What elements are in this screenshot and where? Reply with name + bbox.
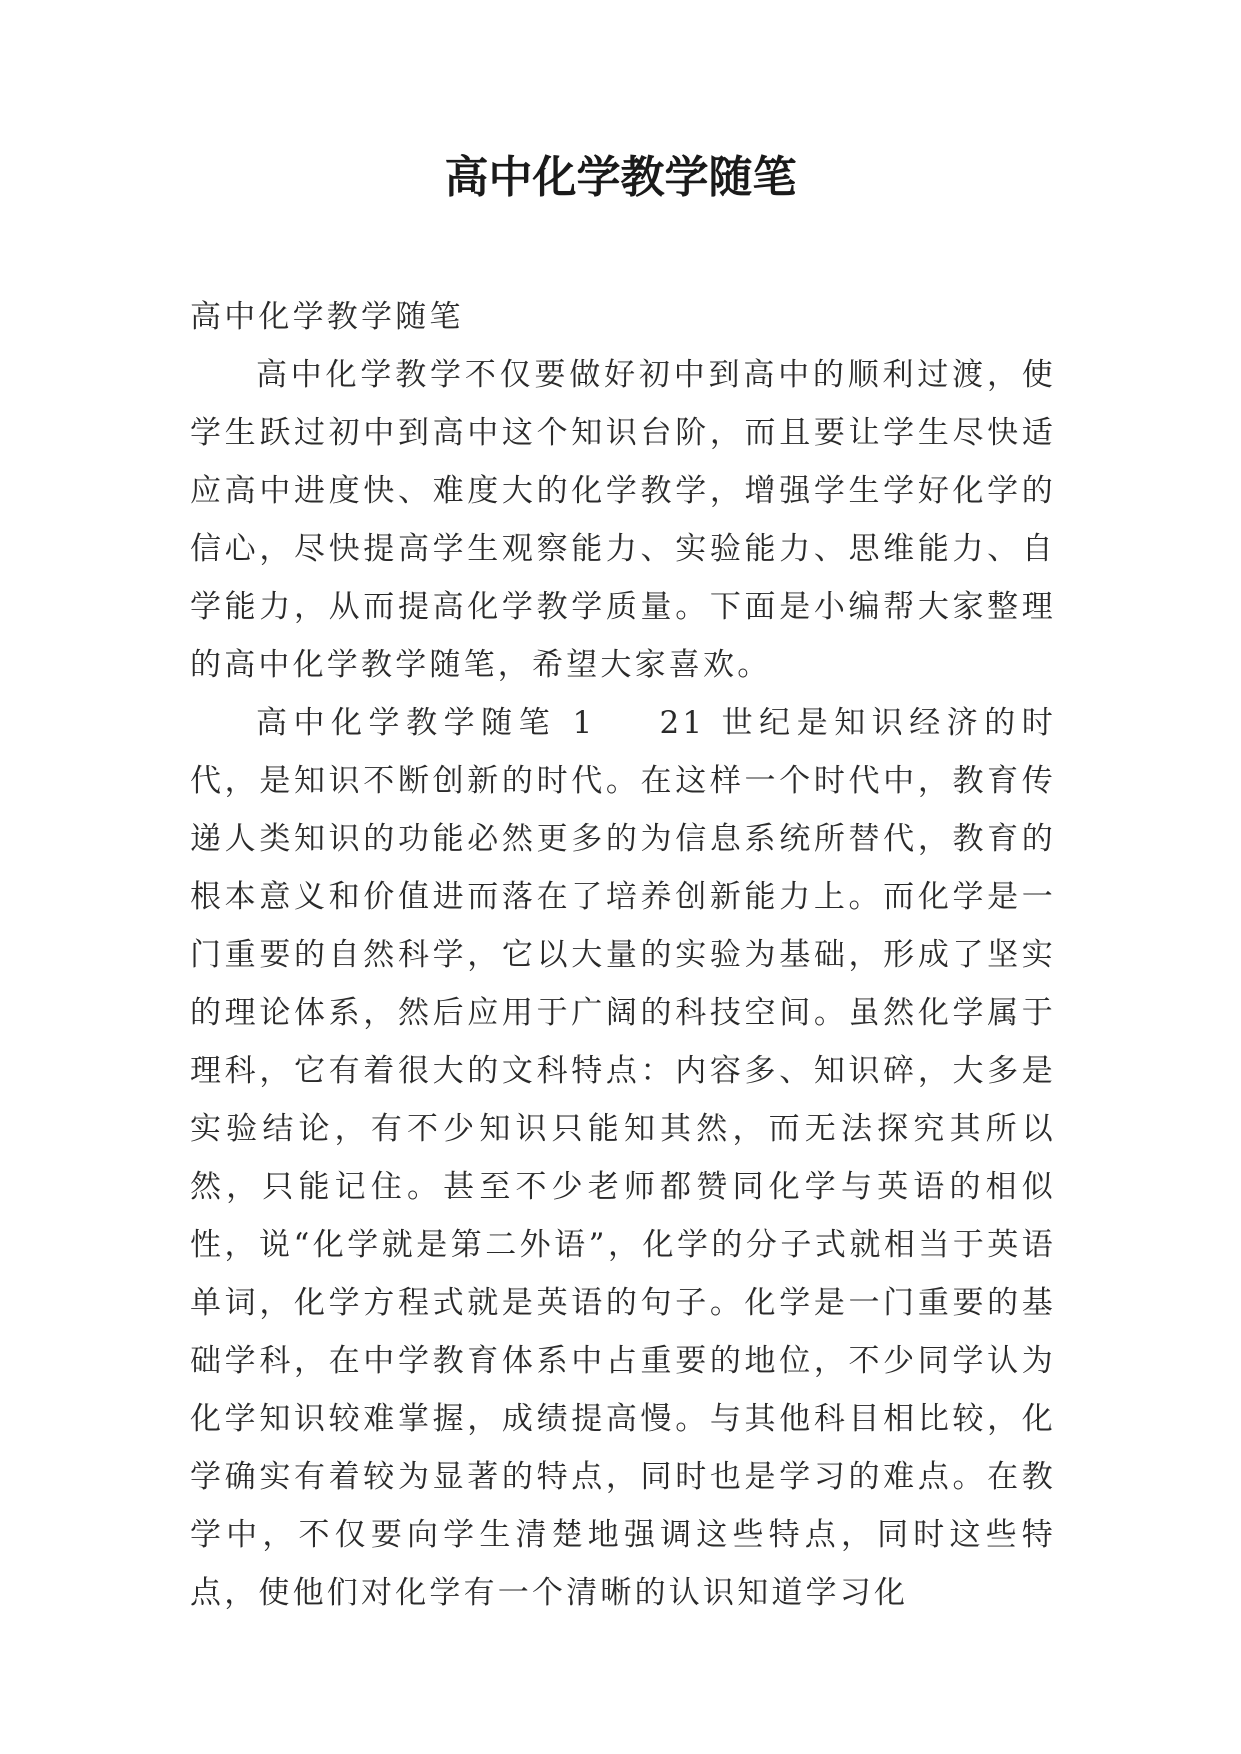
intro-paragraph: 高中化学教学不仅要做好初中到高中的顺利过渡，使学生跃过初中到高中这个知识台阶，而且要让学生尽快适应高中进度快、难度大的化学教学，增强学生学好化学的信心，尽快提高学生观察能力、实验能力、思维能力、自学能力，从而提高化学教学质量。下面是小编帮大家整理的高中化学教学随笔，希望大家喜欢。 <box>190 357 1056 683</box>
document-body <box>190 288 1056 1622</box>
section-1-text: 21 世纪是知识经济的时代，是知识不断创新的时代。在这样一个时代中，教育传递人类知识的功能必然更多的为信息系统所替代，教育的根本意义和价值进而落在了培养创新能力上。而化学是一门重要的自然科学，它以大量的实验为基础，形成了坚实的理论体系，然后应用于广阔的科技空间。虽然化学属于理科，它有着很大的文科特点：内容多、知识碎，大多是实验结论，有不少知识只能知其然，而无法探究其所以然，只能记住。甚至不少老师都赞同化学与英语的相似性，说“化学就是第二外语”，化学的分子式就相当于英语单词，化学方程式就是英语的句子。化学是一门重要的基础学科，在中学教育体系中占重要的地位，不少同学认为化学知识较难掌握，成绩提高慢。与其他科目相比较，化学确实有着较为显著的特点，同时也是学习的难点。在教学中，不仅要向学生清楚地强调这些特点，同时这些特点，使他们对化学有一个清晰的认识知道学习化 <box>190 705 1056 1611</box>
subtitle-line: 高中化学教学随笔 <box>190 299 464 335</box>
section-1-heading: 高中化学教学随笔 1 <box>256 705 596 741</box>
section-1-paragraph <box>190 694 1056 1622</box>
document-title: 高中化学教学随笔 <box>444 152 797 203</box>
